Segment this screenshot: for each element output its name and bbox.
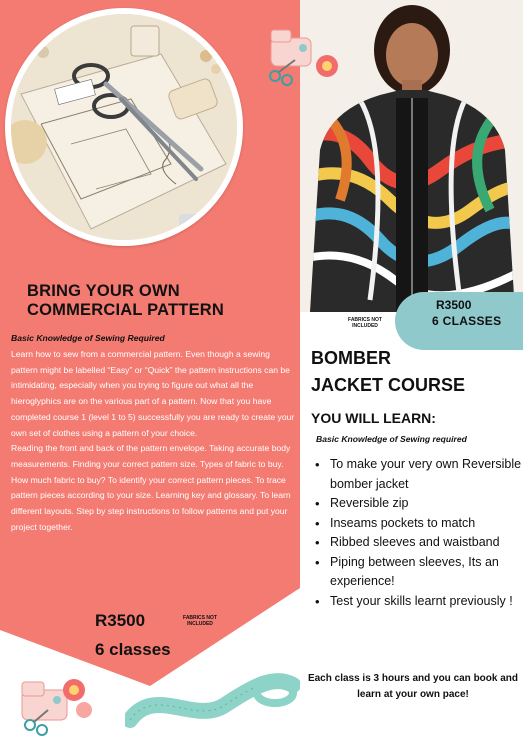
right-course-title xyxy=(311,345,465,399)
right-title-line2: JACKET COURSE xyxy=(311,375,466,395)
left-classes: 6 classes xyxy=(95,640,171,659)
sewing-machine-icon xyxy=(12,670,102,740)
left-price: R3500 xyxy=(95,611,146,630)
left-description xyxy=(11,347,297,535)
measuring-tape-icon xyxy=(125,665,300,740)
left-subtitle: Basic Knowledge of Sewing Required xyxy=(11,333,165,343)
sewing-supplies-icon xyxy=(11,14,237,240)
sewing-supplies-photo xyxy=(5,8,243,246)
right-fabrics-line1: FABRICS NOT xyxy=(348,317,382,323)
left-paragraph: Reading the front and back of the pattern envelope. Taking accurate body measurements. Finding your correct pattern size. Types of fabric to buy. How much fabric to buy? To identify your correct pattern pieces. To trace pattern pieces according to your size. Learning key and glossary. To learn different layouts. Step by step instructions to follow patterns and put your project together. xyxy=(11,443,291,532)
learn-list xyxy=(313,455,523,611)
right-classes: 6 CLASSES xyxy=(432,314,502,328)
learn-subtitle: Basic Knowledge of Sewing required xyxy=(316,434,467,444)
list-item: • Inseams pockets to match xyxy=(313,514,523,534)
left-fabrics-line1: FABRICS NOT xyxy=(183,615,217,621)
right-fabrics-note xyxy=(335,317,395,329)
left-title-line2: COMMERCIAL PATTERN xyxy=(27,301,225,319)
left-fabrics-line2: INCLUDED xyxy=(187,621,213,627)
left-fabrics-note xyxy=(170,615,230,627)
flower-icon xyxy=(316,55,338,77)
right-title-line1: BOMBER xyxy=(311,348,391,368)
list-item: • Test your skills learnt previously ! xyxy=(313,592,523,612)
right-price: R3500 xyxy=(436,298,472,312)
learn-heading: YOU WILL LEARN: xyxy=(311,410,436,426)
list-item: • Ribbed sleeves and waistband xyxy=(313,533,523,553)
left-title-line1: BRING YOUR OWN xyxy=(27,282,180,300)
footer-note: Each class is 3 hours and you can book and learn at your own pace! xyxy=(307,673,519,700)
left-course-title xyxy=(27,282,224,320)
sewing-machine-top-icon xyxy=(265,20,345,90)
right-fabrics-line2: INCLUDED xyxy=(352,323,378,329)
list-item: • To make your very own Reversible bomber jacket xyxy=(313,455,523,494)
list-item: • Reversible zip xyxy=(313,494,523,514)
list-item: • Piping between sleeves, Its an experience! xyxy=(313,553,523,592)
left-paragraph: Learn how to sew from a commercial pattern. Even though a sewing pattern might be labelled “Easy” or “Quick” the pattern instructions can be intimidating, especially when you trying to figure out what all the hieroglyphics are on the various part of a pattern. Now that you have completed course 1 (level 1 to 5) successfully you are ready to create your own set of clothes using a pattern of your choice. xyxy=(11,349,295,438)
